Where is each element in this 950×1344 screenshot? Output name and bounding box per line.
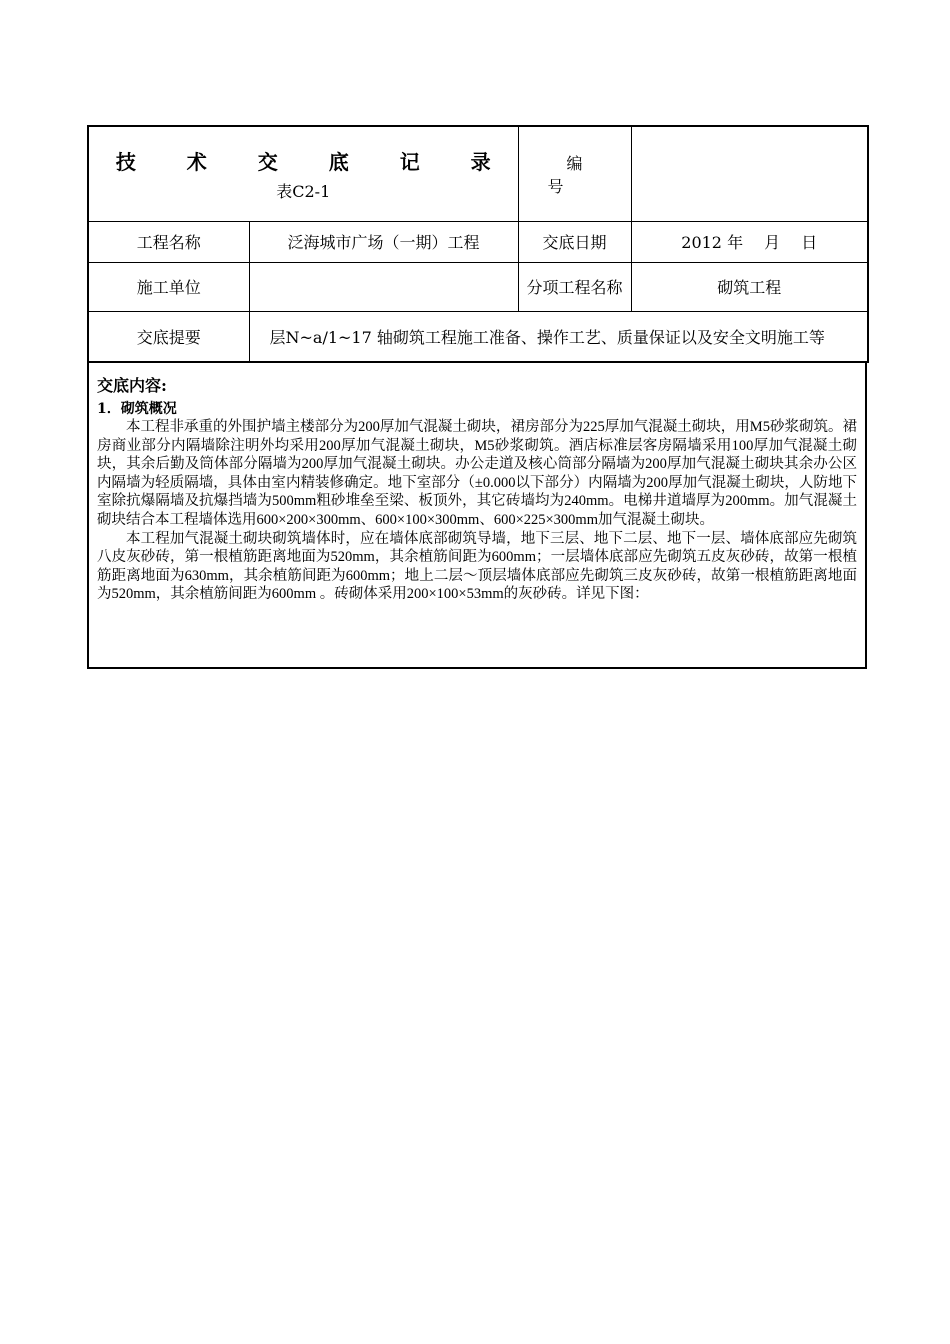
section-title: 1．砌筑概况 [97,401,177,417]
unit-value-field[interactable] [249,262,518,311]
number-value-field[interactable] [631,126,868,221]
summary-value[interactable]: 层N~a/1~17 轴砌筑工程施工准备、操作工艺、质量保证以及安全文明施工等 [249,311,868,362]
project-name-value[interactable]: 泛海城市广场（一期）工程 [249,221,518,262]
date-label: 交底日期 [518,221,631,262]
form-header-table [87,125,869,363]
form-code: 表C2-1 [276,181,331,201]
date-value[interactable]: 2012 年 月 日 [631,221,868,262]
summary-label: 交底提要 [88,311,249,362]
form-title: 技 术 交 底 记 录 [115,149,513,174]
paragraph-overview: 本工程非承重的外围护墙主楼部分为200厚加气混凝土砌块，裙房部分为225厚加气混凝土砌块，用M5砂浆砌筑。裙房商业部分内隔墙除注明外均采用200厚加气混凝土砌块，M5砂浆砌筑。酒店标准层客房隔墙采用100厚加气混凝土砌块，其余后勤及筒体部分隔墙为200厚加气混凝土砌块。办公走道及核心筒部分隔墙为200厚加气混凝土砌块其余办公区内隔墙为轻质隔墙，具体由室内精装修确定。地下室部分（±0.000以下部分）内隔墙为200厚加气混凝土砌块，人防地下室除抗爆隔墙及抗爆挡墙为500mm粗砂堆垒至梁、板顶外，其它砖墙均为240mm。电梯井道墙厚为200mm。加气混凝土砌块结合本工程墙体选用600×200×300mm、600×100×300mm、600×225×300mm加气混凝土砌块。 [97,419,857,528]
unit-label: 施工单位 [88,262,249,311]
sub-project-label: 分项工程名称 [518,262,631,311]
disclosure-form [87,125,867,669]
sub-project-value[interactable]: 砌筑工程 [631,262,868,311]
number-label: 编 号 [547,153,621,196]
number-label-cell [518,126,631,221]
disclosure-content [87,363,867,669]
project-name-label: 工程名称 [88,221,249,262]
title-cell [88,126,518,221]
content-heading: 交底内容: [97,376,167,395]
paragraph-guide-wall: 本工程加气混凝土砌块砌筑墙体时，应在墙体底部砌筑导墙，地下三层、地下二层、地下一层、墙体底部应先砌筑八皮灰砂砖，第一根植筋距离地面为520mm，其余植筋间距为600mm；一层墙体底部应先砌筑五皮灰砂砖，故第一根植筋距离地面为630mm，其余植筋间距为600mm；地上二层～顶层墙体底部应先砌筑三皮灰砂砖，故第一根植筋距离地面为520mm，其余植筋间距为600mm 。砖砌体采用200×100×53mm的灰砂砖。详见下图： [97,530,857,603]
